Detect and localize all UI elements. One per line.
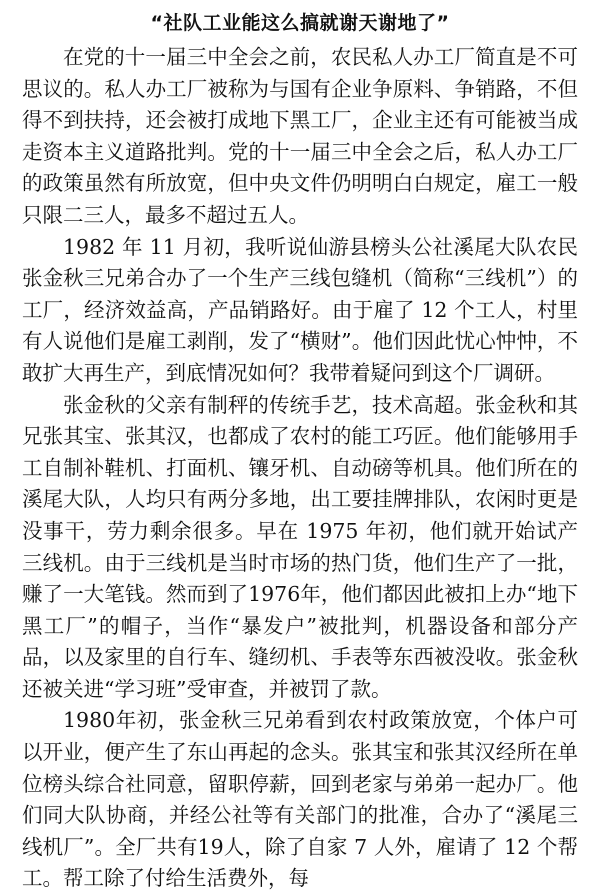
- paragraph-4: 1980年初，张金秋三兄弟看到农村政策放宽，个体户可以开业，便产生了东山再起的念头。张其宝和张其汉经所在单位榜头综合社同意，留职停薪，回到老家与弟弟一起办厂。他们同大队协商，并经公社等有关部门的批准，合办了“溪尾三线机厂”。全厂共有19人，除了自家 7 人外，雇请了 12 个帮工。帮工除了付给生活费外，每: [22, 708, 578, 891]
- article-title: “社队工业能这么搞就谢天谢地了”: [150, 12, 450, 34]
- paragraph-1: 在党的十一届三中全会之前，农民私人办工厂简直是不可思议的。私人办工厂被称为与国有企业争原料、争销路，不但得不到扶持，还会被打成地下黑工厂，企业主还有可能被当成走资本主义道路批判。党的十一届三中全会之后，私人办工厂的政策虽然有所放宽，但中央文件仍明明白白规定，雇工一般只限二三人，最多不超过五人。: [22, 45, 578, 227]
- paragraph-2: 1982 年 11 月初，我听说仙游县榜头公社溪尾大队农民张金秋三兄弟合办了一个生产三线包缝机（简称“三线机”）的工厂，经济效益高，产品销路好。由于雇了 12 个工人，村里有人说他们是雇工剥削，发了“横财”。他们因此忧心忡忡，不敢扩大再生产，到底情况如何？我带着疑问到这个厂调研。: [22, 234, 578, 385]
- paragraph-3: 张金秋的父亲有制秤的传统手艺，技术高超。张金秋和其兄张其宝、张其汉，也都成了农村的能工巧匠。他们能够用手工自制补鞋机、打面机、镶牙机、自动磅等机具。他们所在的溪尾大队，人均只有两分多地，出工要挂牌排队，农闲时更是没事干，劳力剩余很多。早在 1975 年初，他们就开始试产三线机。由于三线机是当时市场的热门货，他们生产了一批，赚了一大笔钱。然而到了1976年，他们都因此被扣上办“地下黑工厂”的帽子，当作“暴发户”被批判，机器设备和部分产品，以及家里的自行车、缝纫机、手表等东西被没收。张金秋还被关进“学习班”受审查，并被罚了款。: [22, 392, 578, 701]
